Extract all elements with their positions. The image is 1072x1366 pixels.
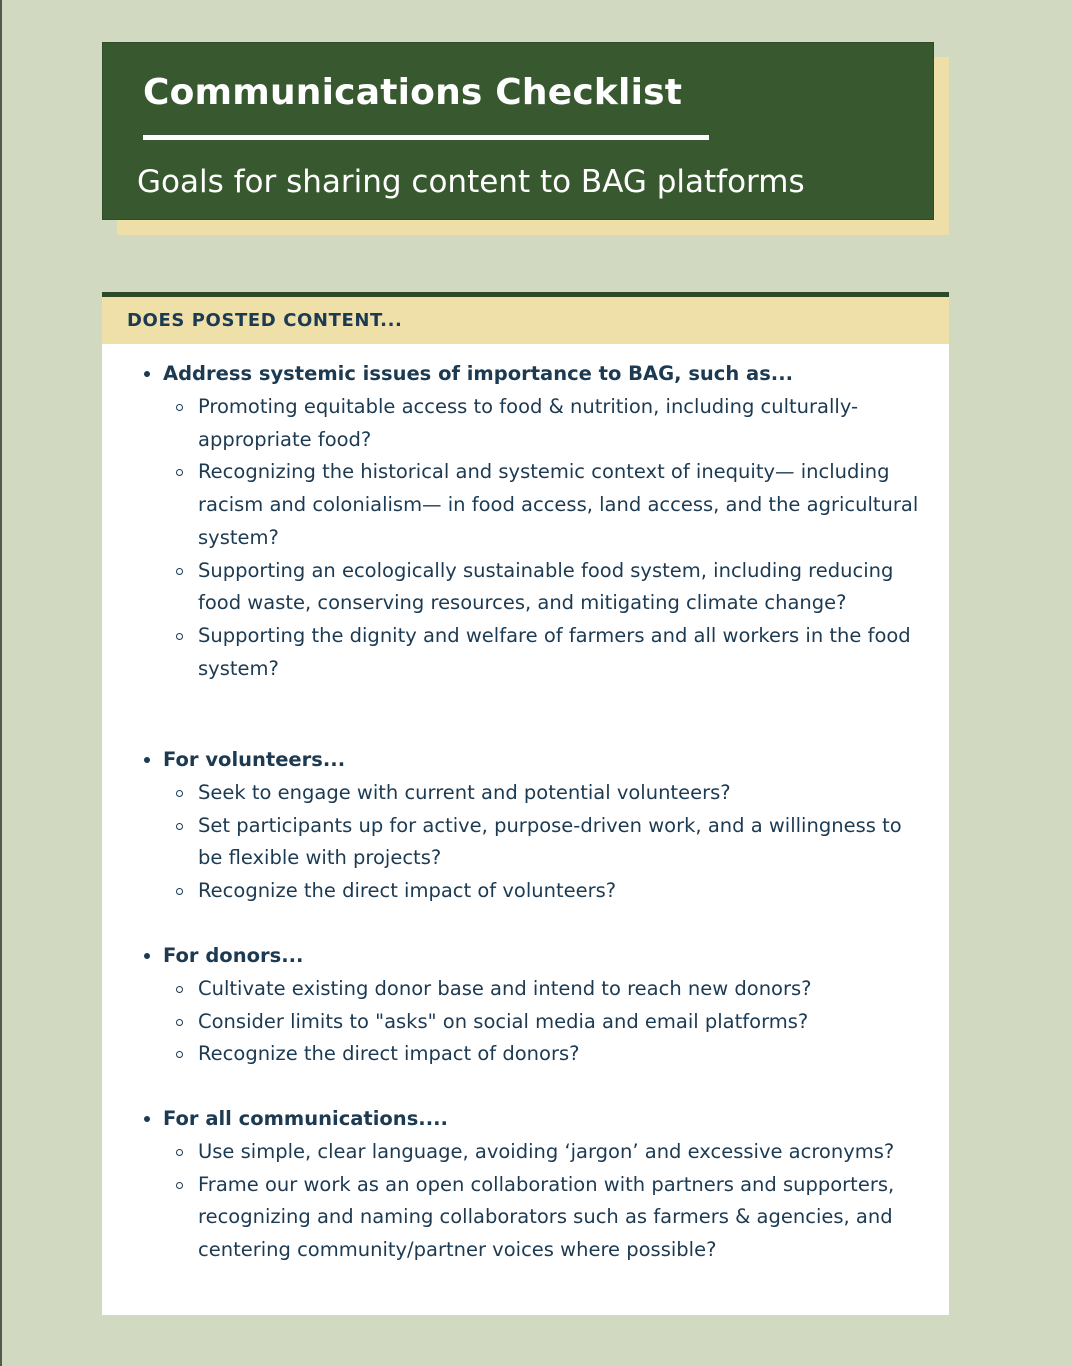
hollow-bullet-icon [176,986,183,993]
list-item [102,1006,949,1039]
list-item [102,456,949,554]
section-title: For donors... [163,944,304,967]
list-item-text: Supporting an ecologically sustainable food system, including reducing food waste, conserving resources, and mitigating climate change? [198,558,894,615]
page-subtitle: Goals for sharing content to BAG platforms [137,164,805,200]
hollow-bullet-icon [176,790,183,797]
page-title: Communications Checklist [143,72,683,113]
hollow-bullet-icon [176,1149,183,1156]
list-item-text: Seek to engage with current and potential volunteers? [198,781,731,804]
hollow-bullet-icon [176,888,183,895]
list-item-text: Recognizing the historical and systemic context of inequity— including racism and colonialism— in food access, land access, and the agricultural system? [198,460,919,549]
list-item [102,620,949,685]
bullet-icon [144,953,150,959]
list-item-text: Supporting the dignity and welfare of farmers and all workers in the food system? [198,623,911,680]
list-item [102,391,949,456]
checklist-heading-bar [102,297,949,344]
section-title: For volunteers... [163,748,346,771]
hollow-bullet-icon [176,404,183,411]
hollow-bullet-icon [176,1019,183,1026]
hollow-bullet-icon [176,823,183,830]
hollow-bullet-icon [176,469,183,476]
section-items [102,973,949,1071]
list-item-text: Frame our work as an open collaboration with partners and supporters, recognizing and naming collaborators such as farmers & agencies, and centering community/partner voices where possible? [198,1172,895,1262]
section-title: For all communications.... [163,1107,448,1130]
hollow-bullet-icon [176,1051,183,1058]
title-underline [143,135,709,140]
window-left-edge [0,0,2,1366]
bullet-icon [144,371,150,377]
list-item [102,875,949,908]
list-item-text: Use simple, clear language, avoiding ‘jargon’ and excessive acronyms? [198,1140,895,1163]
header-banner [102,42,934,220]
list-item [102,1038,949,1071]
hollow-bullet-icon [176,1182,183,1189]
list-item-text: Cultivate existing donor base and intend to reach new donors? [198,977,812,1000]
section-title: Address systemic issues of importance to BAG, such as... [163,362,794,385]
list-item [102,973,949,1006]
section-items [102,1136,949,1267]
hollow-bullet-icon [176,633,183,640]
list-item-text: Set participants up for active, purpose-driven work, and a willingness to be flexible with projects? [198,813,902,870]
list-item [102,810,949,875]
bullet-icon [144,1116,150,1122]
section-items [102,777,949,908]
list-item [102,1136,949,1169]
list-item-text: Recognize the direct impact of volunteers? [198,879,617,903]
hollow-bullet-icon [176,568,183,575]
list-item [102,555,949,620]
list-item [102,777,949,810]
checklist-heading: DOES POSTED CONTENT... [127,310,403,331]
list-item-text: Promoting equitable access to food & nutrition, including culturally-appropriate food? [198,395,859,451]
section-items [102,391,949,685]
checklist-panel [102,344,949,1315]
list-item-text: Recognize the direct impact of donors? [198,1042,580,1066]
bullet-icon [144,757,150,763]
list-item-text: Consider limits to "asks" on social media and email platforms? [198,1009,809,1033]
list-item [102,1169,949,1267]
